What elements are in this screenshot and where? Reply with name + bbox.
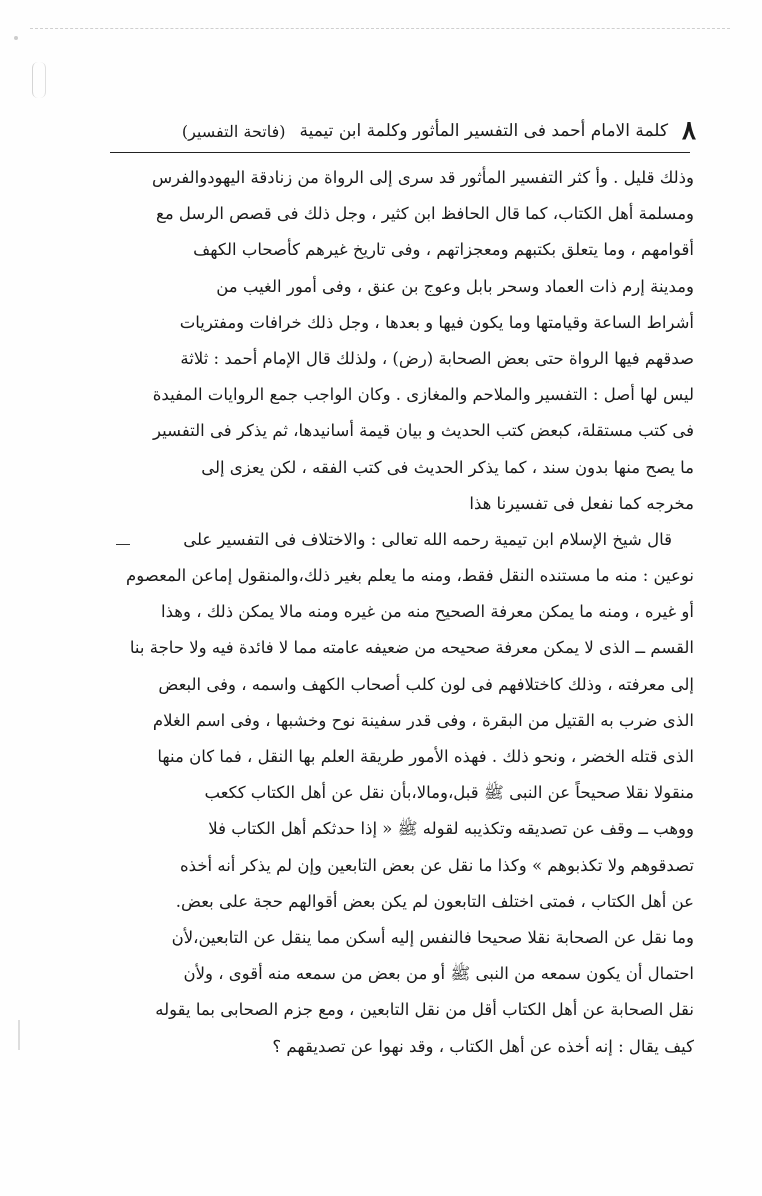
running-title: كلمة الامام أحمد فى التفسير المأثور وكلمة ابن تيمية [299,121,669,141]
text-line: الذى قتله الخضر ، ونحو ذلك . فهذه الأمور طريقة العلم بها النقل ، فما كان منها [157,747,694,766]
text-line: الذى ضرب به القتيل من البقرة ، وفى قدر سفينة نوح وخشبها ، وفى اسم الغلام [152,710,694,730]
text-line: عن أهل الكتاب ، فمتى اختلف التابعون لم يكن بعض أقوالهم حجة على بعض. [175,891,694,911]
scan-artifact-mark [18,1020,20,1050]
paragraph [110,522,694,1065]
text-line: تصدقوهم ولا تكذبوهم » وكذا ما نقل عن بعض التابعين وإن لم يذكر أنه أخذه [180,855,694,875]
text-line: قال شيخ الإسلام ابن تيمية رحمه الله تعالى : والاختلاف فى التفسير على [183,529,672,549]
text-line: القسم ــ الذى لا يمكن معرفة صحيحه من ضعيفه عامته مما لا فائدة فيه ولا حاجة بنا [129,638,694,658]
text-line: منقولا نقلا صحيحاً عن النبى ﷺ قبل،ومالا،بأن نقل عن أهل الكتاب ككعب [204,783,694,803]
scan-artifact-dot [14,36,18,40]
page-number: ٨ [682,116,696,146]
header-rule [110,152,690,153]
text-line: نوعين : منه ما مستنده النقل فقط، ومنه ما يعلم بغير ذلك،والمنقول إماعن المعصوم [126,566,694,586]
scan-artifact-mark [32,62,46,98]
text-line: ومدينة إرم ذات العماد وسحر بابل وعوج بن عنق ، وفى أمور الغيب من [216,276,694,296]
section-title: (فاتحة التفسير) [181,121,286,141]
text-line: ووهب ــ وقف عن تصديقه وتكذيبه لقوله ﷺ « إذا حدثكم أهل الكتاب فلا [208,819,694,839]
paragraph [110,160,694,522]
scan-artifact-line [30,28,730,29]
text-line: نقل الصحابة عن أهل الكتاب أقل من نقل التابعين ، ومع جزم الصحابى بما يقوله [155,1000,694,1020]
text-line: وذلك قليل . وأ كثر التفسير المأثور قد سرى إلى الرواة من زنادقة اليهودوالفرس [152,168,694,187]
text-line: ليس لها أصل : التفسير والملاحم والمغازى . وكان الواجب جمع الروايات المفيدة [152,385,694,405]
text-line: أقوامهم ، وما يتعلق بكتبهم ومعجزاتهم ، وفى تاريخ غيرهم كأصحاب الكهف [193,240,694,260]
text-line: ومسلمة أهل الكتاب، كما قال الحافظ ابن كثير ، وجل ذلك فى قصص الرسل مع [156,204,694,224]
text-line: أشراط الساعة وقيامتها وما يكون فيها و بعدها ، وجل ذلك خرافات ومفتريات [179,312,694,332]
text-line: إلى معرفته ، وذلك كاختلافهم فى لون كلب أصحاب الكهف واسمه ، وفى البعض [158,674,694,694]
page-header [106,112,696,150]
text-line: فى كتب مستقلة، كبعض كتب الحديث و بيان قيمة أسانيدها، ثم يذكر فى التفسير [153,421,694,441]
body-text [110,160,694,1065]
text-line: ما يصح منها بدون سند ، كما يذكر الحديث فى كتب الفقه ، لكن يعزى إلى [201,457,694,477]
text-line: مخرجه كما نفعل فى تفسيرنا هذا [469,493,694,513]
text-line: أو غيره ، ومنه ما يمكن معرفة الصحيح منه من غيره ومنه مالا يمكن ذلك ، وهذا [161,602,694,622]
text-line: كيف يقال : إنه أخذه عن أهل الكتاب ، وقد نهوا عن تصديقهم ؟ [272,1036,694,1056]
text-line: احتمال أن يكون سمعه من النبى ﷺ أو من بعض من سمعه منه أقوى ، ولأن [183,964,694,984]
text-line: وما نقل عن الصحابة نقلا صحيحا فالنفس إليه أسكن مما ينقل عن التابعين،لأن [171,927,694,947]
text-line: صدقهم فيها الرواة حتى بعض الصحابة (رض) ، ولذلك قال الإمام أحمد : ثلاثة [180,348,694,368]
